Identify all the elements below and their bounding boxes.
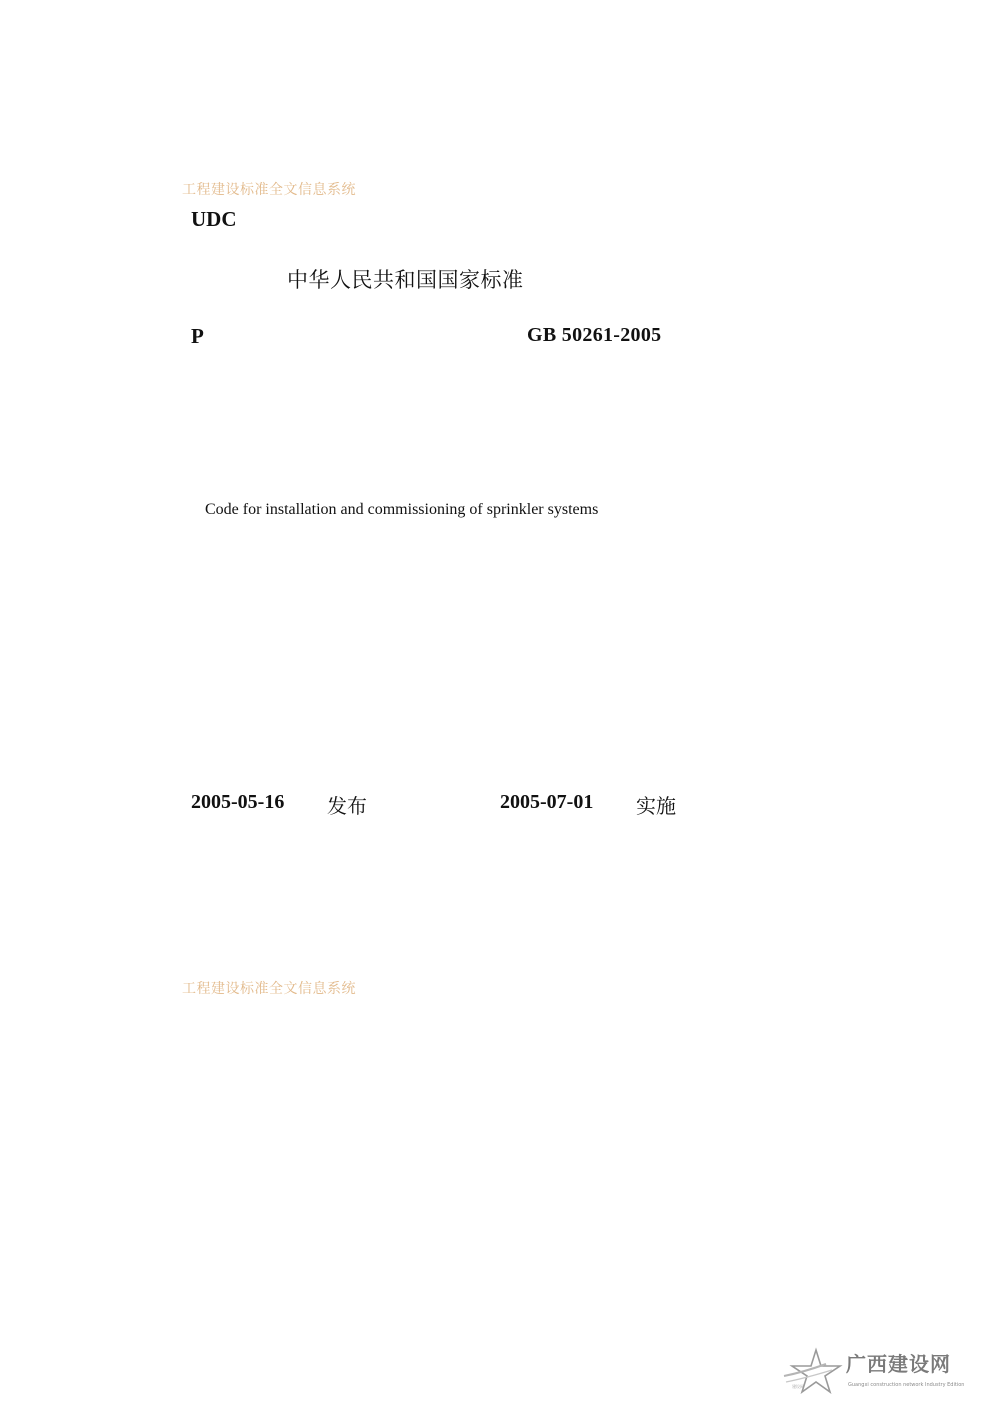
logo-name: 广西建设网 — [846, 1352, 951, 1376]
effective-date: 2005-07-01 — [500, 791, 594, 813]
effective-label: 实施 — [636, 794, 676, 818]
udc-label: UDC — [191, 207, 237, 231]
watermark-bottom: 工程建设标准全文信息系统 — [182, 981, 356, 997]
classification-code: P — [191, 324, 204, 348]
issue-date: 2005-05-16 — [191, 791, 285, 813]
national-standard-title: 中华人民共和国国家标准 — [287, 268, 524, 292]
site-logo — [782, 1346, 982, 1394]
standard-number: GB 50261-2005 — [527, 324, 662, 346]
logo-small-text: 建设网 — [792, 1384, 804, 1389]
watermark-top: 工程建设标准全文信息系统 — [182, 182, 356, 198]
issue-label: 发布 — [327, 794, 367, 818]
logo-tagline: Guangxi construction network Industry Edition — [848, 1382, 965, 1388]
english-title: Code for installation and commissioning of sprinkler systems — [205, 501, 599, 518]
